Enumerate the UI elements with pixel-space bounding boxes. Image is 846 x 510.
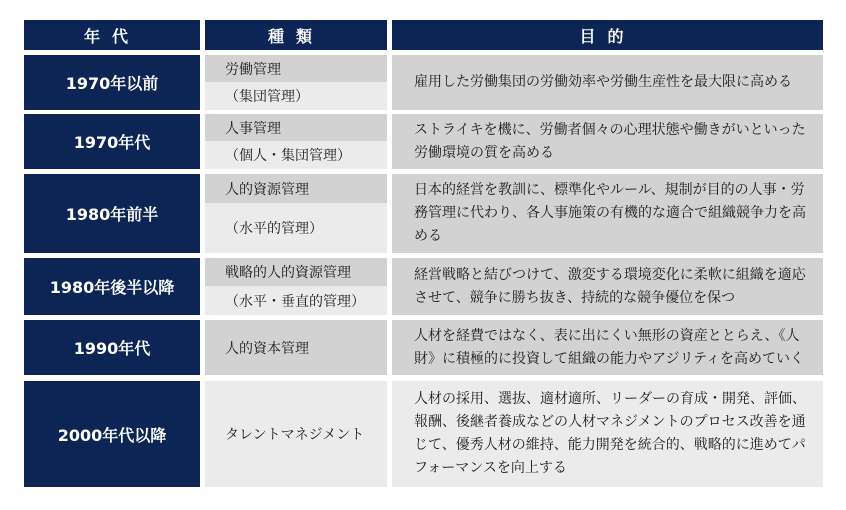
type-main-cell: 戦略的人的資源管理 (205, 258, 387, 286)
type-sub-cell: （水平的管理） (205, 203, 387, 253)
header-purpose: 目的 (392, 20, 823, 50)
type-sub-cell: （集団管理） (205, 82, 387, 110)
purpose-cell (392, 174, 823, 253)
purpose-text: 日本的経営を教訓に、標準化やルール、規制が目的の人事・労務管理に代わり、各人事施策の有機的な適合で組織競争力を高める (414, 182, 806, 244)
purpose-cell (392, 320, 823, 375)
purpose-cell (392, 381, 823, 487)
type-main-cell: タレントマネジメント (205, 381, 387, 487)
era-cell: 1970年代 (24, 114, 200, 169)
purpose-cell (392, 258, 823, 315)
type-main-cell: 労働管理 (205, 55, 387, 82)
era-cell: 1970年以前 (24, 55, 200, 110)
type-sub-cell: （水平・垂直的管理） (205, 286, 387, 315)
header-era: 年代 (24, 20, 200, 50)
type-sub-cell: （個人・集団管理） (205, 141, 387, 169)
purpose-text: 人材を経費ではなく、表に出にくい無形の資産ととらえ、《人財》に積極的に投資して組織の能力やアジリティを高めていく (414, 327, 805, 367)
header-type: 種類 (205, 20, 387, 50)
purpose-text: 経営戦略と結びつけて、激変する環境変化に柔軟に組織を適応させて、競争に勝ち抜き、持続的な競争優位を保つ (414, 266, 806, 306)
type-main-cell: 人的資本管理 (205, 320, 387, 375)
era-cell: 1980年後半以降 (24, 258, 200, 315)
purpose-cell (392, 55, 823, 110)
era-cell: 1990年代 (24, 320, 200, 375)
era-cell: 1980年前半 (24, 174, 200, 253)
purpose-text: 雇用した労働集団の労働効率や労働生産性を最大限に高める (414, 74, 792, 90)
era-cell: 2000年代以降 (24, 381, 200, 487)
purpose-text: 人材の採用、選抜、適材適所、リーダーの育成・開発、評価、報酬、後継者養成などの人材マネジメントのプロセス改善を通じて、優秀人材の維持、能力開発を統合的、戦略的に進めてパフォーマンスを向上する (414, 391, 806, 476)
purpose-cell (392, 114, 823, 169)
type-main-cell: 人的資源管理 (205, 174, 387, 203)
type-main-cell: 人事管理 (205, 114, 387, 141)
purpose-text: ストライキを機に、労働者個々の心理状態や働きがいといった労働環境の質を高める (414, 121, 806, 161)
